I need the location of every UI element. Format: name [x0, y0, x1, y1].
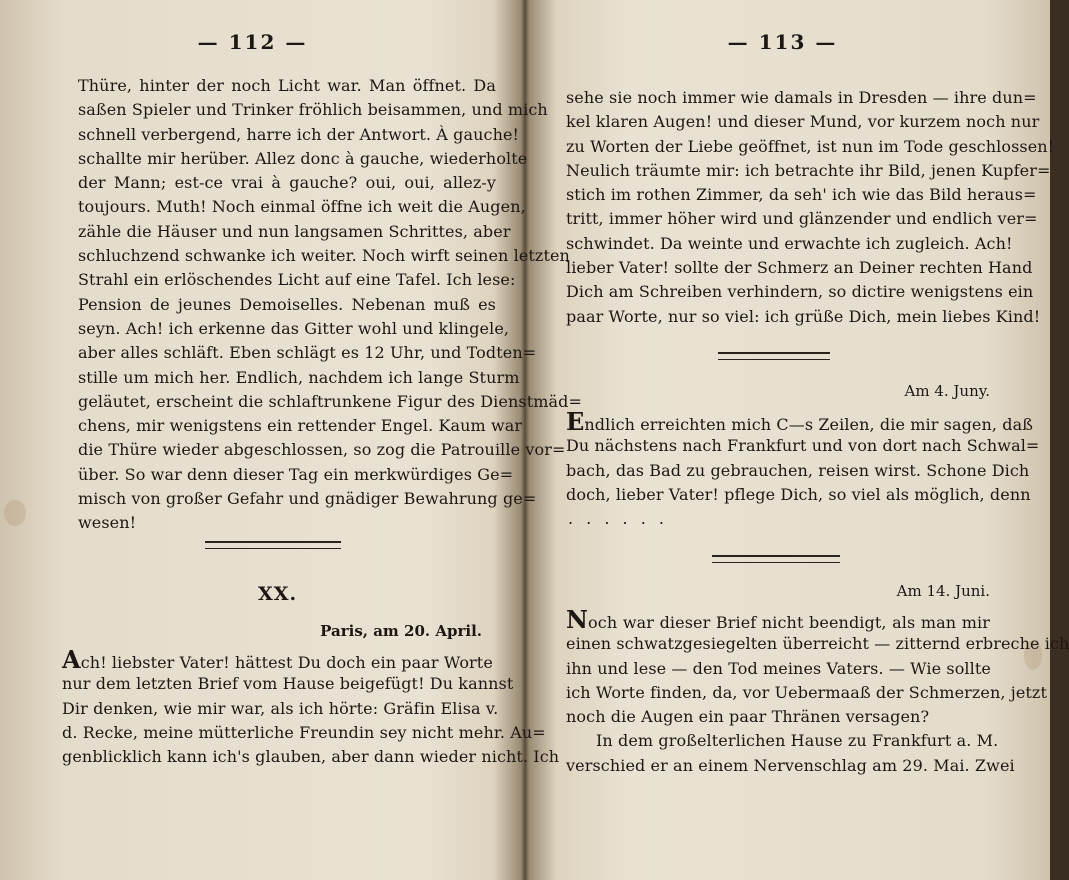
section-divider — [205, 541, 341, 549]
text-line: d. Recke, meine mütterliche Freundin sey nicht mehr. Au= — [62, 722, 546, 742]
text-line: saßen Spieler und Trinker fröhlich beisammen, und mich — [78, 100, 548, 120]
text-line: schluchzend schwanke ich weiter. Noch wirft seinen letzten — [78, 246, 570, 266]
text-line: nur dem letzten Brief vom Hause beigefügt! Du kannst — [62, 674, 514, 694]
text-line: zähle die Häuser und nun langsamen Schrittes, aber — [78, 221, 511, 241]
text-line: schallte mir herüber. Allez donc à gauche, wiederholte — [78, 148, 528, 168]
chapter-heading: XX. — [258, 583, 298, 605]
drop-cap: A — [62, 645, 81, 674]
text-line: Dir denken, wie mir war, als ich hörte: Gräfin Elisa v. — [62, 698, 499, 718]
text-line: doch, lieber Vater! pflege Dich, so viel als möglich, denn — [566, 484, 1031, 504]
right-paragraph-2 — [566, 407, 1040, 531]
text-line: stich im rothen Zimmer, da seh' ich wie das Bild heraus= — [566, 185, 1037, 205]
section-divider — [718, 352, 830, 360]
text-line: ich Worte finden, da, vor Uebermaaß der Schmerzen, jetzt — [566, 682, 1047, 702]
text-line-rest: ndlich erreichten mich C—s Zeilen, die mir sagen, daß — [584, 415, 1034, 434]
text-line: misch von großer Gefahr und gnädiger Bewahrung ge= — [78, 489, 537, 509]
text-line: zu Worten der Liebe geöffnet, ist nun im Tode geschlossen! — [566, 136, 1055, 156]
text-line: toujours. Muth! Noch einmal öffne ich weit die Augen, — [78, 197, 526, 217]
text-line: die Thüre wieder abgeschlossen, so zog die Patrouille vor= — [78, 440, 566, 460]
text-line: einen schwatzgesiegelten überreicht — zitternd erbreche ich — [566, 634, 1069, 654]
text-line-rest: ch! liebster Vater! hättest Du doch ein paar Worte — [80, 653, 493, 672]
right-paragraph-3 — [566, 605, 1069, 778]
text-line-rest: och war dieser Brief nicht beendigt, als man mir — [588, 613, 990, 632]
text-line: bach, das Bad zu gebrauchen, reisen wirst. Schone Dich — [566, 460, 1030, 480]
text-line: genblicklich kann ich's glauben, aber dann wieder nicht. Ich — [62, 747, 560, 767]
left-paragraph-1 — [78, 74, 582, 536]
text-line: Du nächstens nach Frankfurt und von dort nach Schwal= — [566, 436, 1040, 456]
text-line: Pension de jeunes Demoiselles. Nebenan muß es — [78, 294, 496, 314]
text-line: kel klaren Augen! und dieser Mund, vor kurzem noch nur — [566, 112, 1040, 132]
section-divider — [712, 555, 840, 563]
letter-dateline: Paris, am 20. April. — [320, 622, 482, 640]
text-line — [62, 645, 493, 674]
text-line: aber alles schläft. Eben schlägt es 12 Uhr, und Todten= — [78, 343, 537, 363]
drop-cap: E — [566, 407, 585, 436]
text-line: lieber Vater! sollte der Schmerz an Deiner rechten Hand — [566, 258, 1033, 278]
letter-dateline: Am 14. Juni. — [896, 582, 990, 600]
text-line: der Mann; est-ce vrai à gauche? oui, oui, allez-y — [78, 173, 496, 193]
text-line: tritt, immer höher wird und glänzender und endlich ver= — [566, 209, 1038, 229]
text-line: wesen! — [78, 513, 137, 533]
left-paragraph-2 — [62, 645, 560, 769]
text-line: paar Worte, nur so viel: ich grüße Dich, mein liebes Kind! — [566, 306, 1041, 326]
text-line: schnell verbergend, harre ich der Antwort. À gauche! — [78, 124, 520, 144]
text-line — [566, 407, 1034, 436]
text-line: seyn. Ach! ich erkenne das Gitter wohl und klingele, — [78, 318, 510, 338]
text-line: sehe sie noch immer wie damals in Dresden — ihre dun= — [566, 88, 1037, 107]
text-line: stille um mich her. Endlich, nachdem ich lange Sturm — [78, 367, 520, 387]
text-line: Dich am Schreiben verhindern, so dictire wenigstens ein — [566, 282, 1034, 302]
text-line: geläutet, erscheint die schlaftrunkene Figur des Dienstmäd= — [78, 391, 582, 411]
text-line: verschied er an einem Nervenschlag am 29. Mai. Zwei — [566, 755, 1015, 775]
text-line: Thüre, hinter der noch Licht war. Man öffnet. Da — [78, 76, 496, 95]
text-line: chens, mir wenigstens ein rettender Engel. Kaum war — [78, 416, 523, 436]
drop-cap: N — [566, 605, 589, 634]
text-line: ihn und lese — den Tod meines Vaters. — Wie sollte — [566, 658, 991, 678]
letter-dateline: Am 4. Juny. — [904, 382, 990, 400]
page-number: — 113 — — [727, 30, 838, 54]
text-line: noch die Augen ein paar Thränen versagen? — [566, 707, 930, 727]
text-line: schwindet. Da weinte und erwachte ich zugleich. Ach! — [566, 233, 1013, 253]
text-line: Strahl ein erlöschendes Licht auf eine Tafel. Ich lese: — [78, 270, 516, 290]
text-line — [566, 605, 990, 634]
text-line: In dem großelterlichen Hause zu Frankfurt a. M. — [596, 731, 999, 751]
text-line: über. So war denn dieser Tag ein merkwürdiges Ge= — [78, 464, 514, 484]
text-line: Neulich träumte mir: ich betrachte ihr Bild, jenen Kupfer= — [566, 160, 1051, 180]
ellipsis-line: . . . . . . — [568, 509, 668, 529]
right-paragraph-1 — [566, 86, 1055, 329]
page-number: — 112 — — [197, 30, 308, 54]
